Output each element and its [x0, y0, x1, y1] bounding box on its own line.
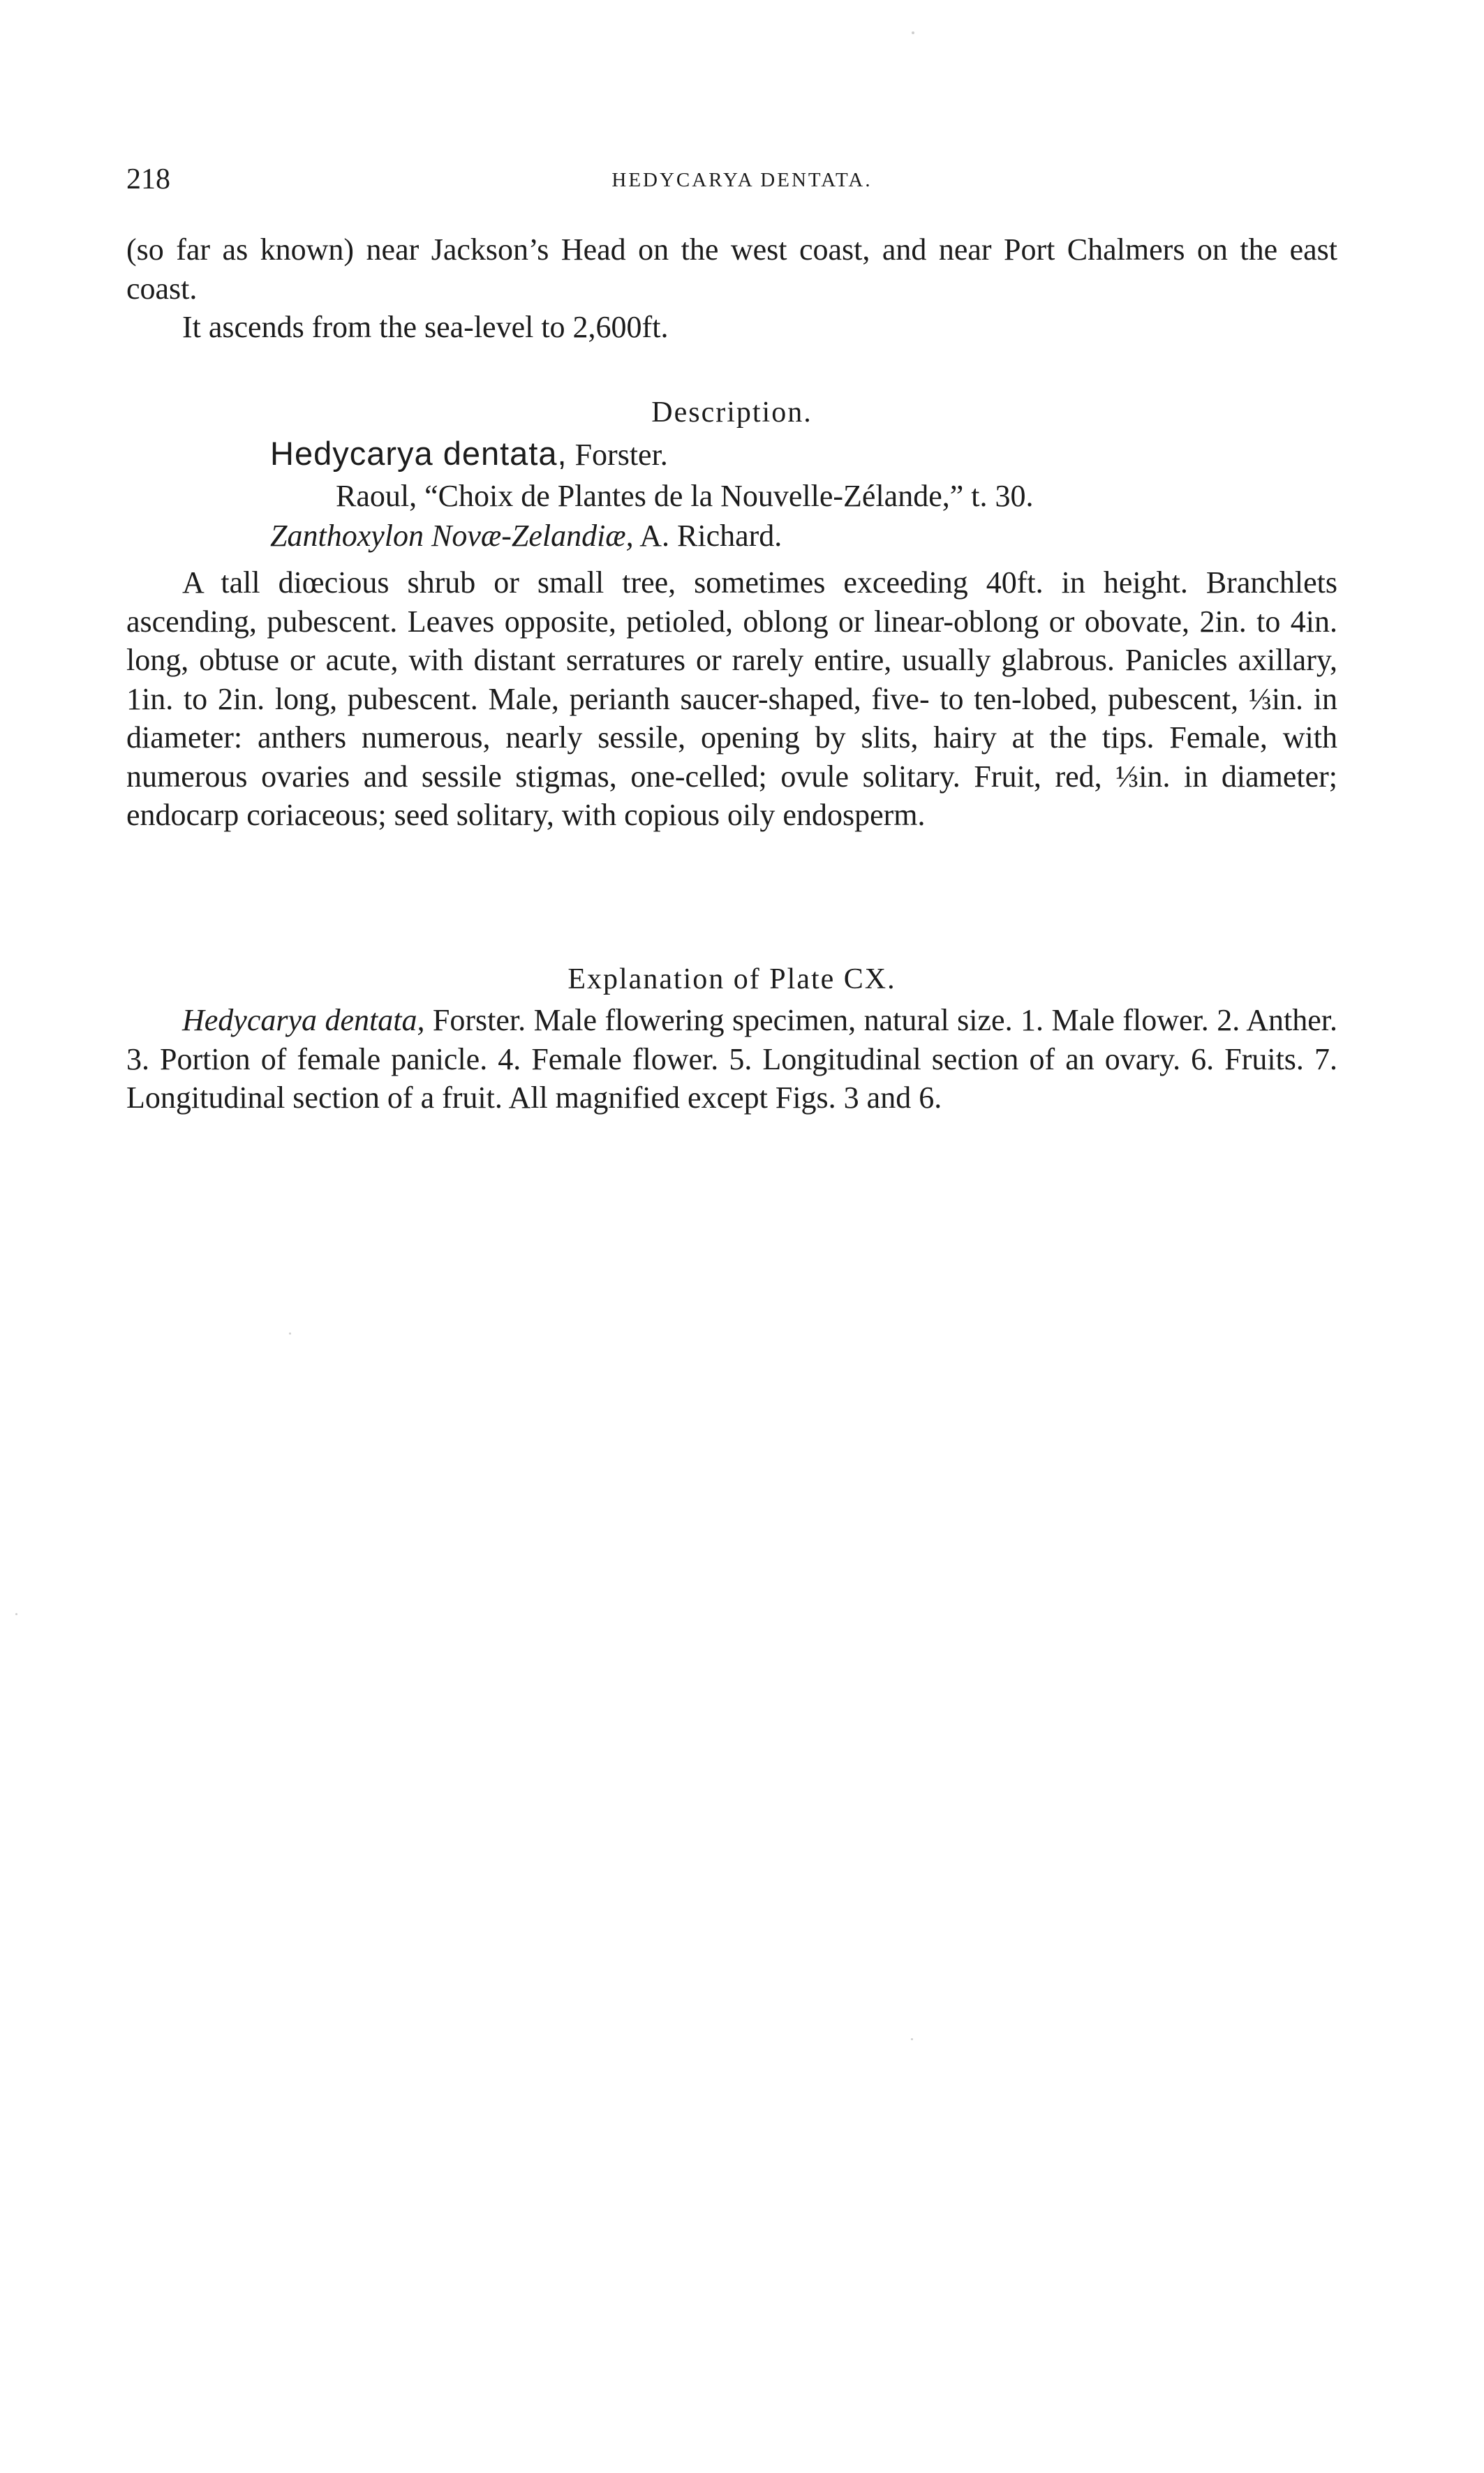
- species-author: Forster.: [567, 438, 668, 472]
- paper-speck: [911, 2038, 913, 2040]
- continuation-text: (so far as known) near Jackson’s Head on the west coast, and near Port Chalmers on the east coast.: [126, 232, 1337, 306]
- explanation-species: Hedycarya dentata,: [182, 1003, 425, 1037]
- synonym-name: Zanthoxylon Novæ-Zelandiæ,: [270, 519, 634, 553]
- explanation-heading: Explanation of Plate CX.: [567, 963, 896, 995]
- running-title: HEDYCARYA DENTATA.: [611, 169, 873, 191]
- page-number: 218: [126, 163, 170, 195]
- description-text: A tall diœcious shrub or small tree, sometimes exceeding 40ft. in height. Branchlets ascending, pubescent. Leaves opposite, petioled, oblong or linear-oblong or obovate, 2in. to 4in. long, obtuse or acute, with distant serratures or rarely entire, usually glabrous. Panicles axillary, 1in. to 2in. long, pubescent. Male, perianth saucer-shaped, five- to ten-lobed, pubescent, ⅓in. in diameter: anthers numerous, nearly sessile, opening by slits, hairy at the tips. Female, with numerous ovaries and sessile stigmas, one-celled; ovule solitary. Fruit, red, ⅓in. in diameter; endocarp coriaceous; seed solitary, with copious oily endosperm.: [126, 565, 1337, 832]
- synonym-author: A. Richard.: [633, 519, 782, 553]
- explanation-paragraph: [126, 1001, 1337, 1117]
- continuation-paragraph: [126, 230, 1337, 308]
- explanation-text: Forster. Male flowering specimen, natural size. 1. Male flower. 2. Anther. 3. Portion of female panicle. 4. Female flower. 5. Longitudinal section of an ovary. 6. Fruits. 7. Longitudinal section of a fruit. All magnified except Figs. 3 and 6.: [126, 1003, 1337, 1115]
- description-paragraph: [126, 563, 1337, 835]
- synonym-richard: [270, 517, 1317, 556]
- paper-speck: [289, 1332, 291, 1335]
- altitude-text: It ascends from the sea-level to 2,600ft.: [182, 310, 669, 344]
- paper-speck: [15, 1613, 17, 1615]
- synonym-raoul: Raoul, “Choix de Plantes de la Nouvelle-Zélande,” t. 30.: [336, 479, 1034, 513]
- species-name: Hedycarya dentata,: [270, 435, 567, 472]
- species-title: [270, 434, 1317, 475]
- altitude-paragraph: [126, 308, 1337, 347]
- paper-speck: [912, 31, 914, 34]
- description-heading: Description.: [651, 396, 813, 429]
